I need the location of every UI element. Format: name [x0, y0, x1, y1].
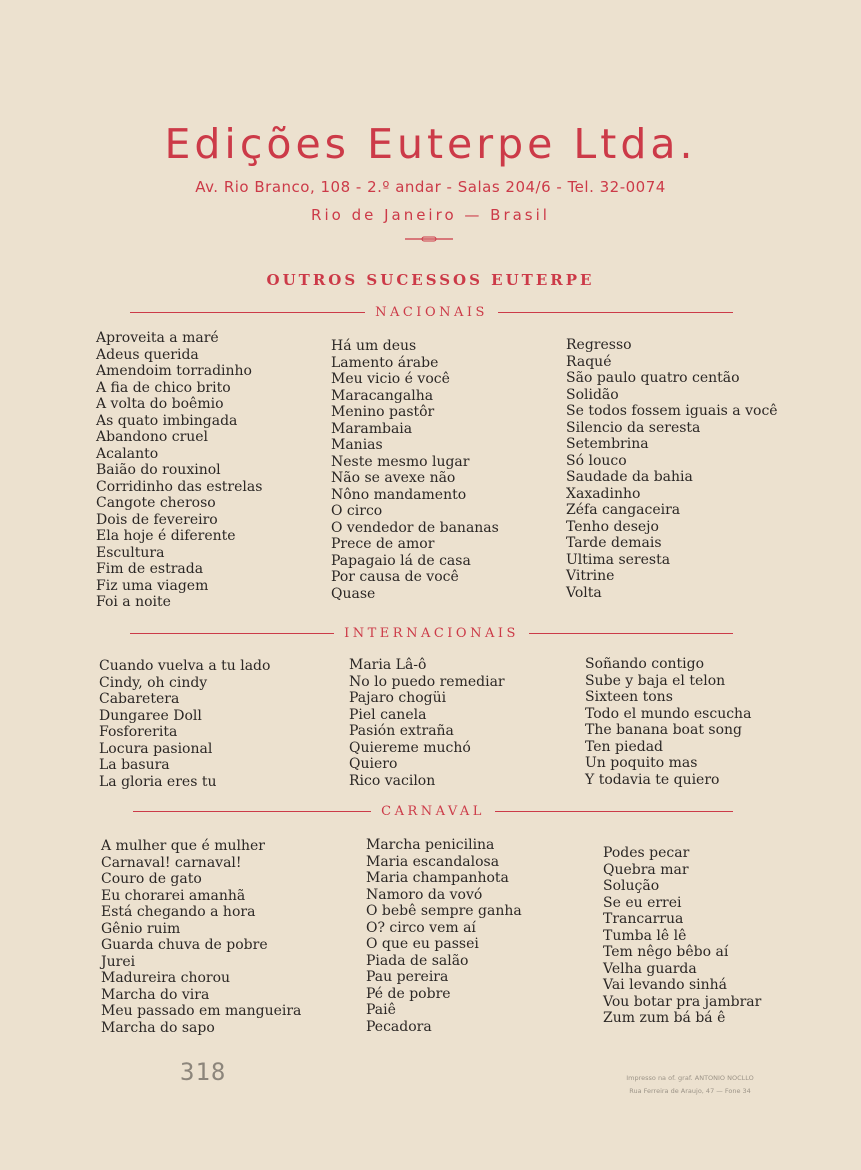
song-title: Todo el mundo escucha — [585, 705, 752, 722]
publisher-address: Av. Rio Branco, 108 - 2.º andar - Salas 204/6 - Tel. 32-0074 — [195, 178, 666, 196]
song-title: Abandono cruel — [96, 429, 209, 445]
song-title: Guarda chuva de pobre — [101, 937, 268, 953]
song-title: Setembrina — [566, 436, 649, 452]
song-title: Marambaia — [331, 420, 413, 437]
song-title: Ultima seresta — [566, 551, 671, 568]
song-list-nacionais-col1 — [96, 330, 262, 611]
song-title: Y todavia te quiero — [585, 771, 720, 788]
section-divider-internacionais — [130, 623, 733, 643]
song-title: Volta — [566, 584, 602, 601]
song-title: Se todos fossem iguais a você — [566, 403, 778, 419]
song-title: Paiê — [366, 1002, 396, 1018]
song-title: Há um deus — [331, 338, 417, 354]
section-label-nacionais: NACIONAIS — [375, 304, 488, 320]
section-label-carnaval: CARNAVAL — [381, 803, 485, 819]
song-title: Papagaio lá de casa — [331, 552, 471, 569]
song-title: Madureira chorou — [101, 970, 231, 986]
song-title: Piel canela — [349, 706, 427, 723]
song-title: Prece de amor — [331, 536, 435, 552]
song-title: Pasión extraña — [349, 723, 454, 739]
page-number: 318 — [180, 1058, 227, 1086]
song-title: Não se avexe não — [331, 470, 456, 486]
song-title: O circo — [331, 503, 383, 519]
song-title: Escultura — [96, 544, 165, 561]
song-title: Eu chorarei amanhã — [101, 887, 246, 904]
divider-rule — [495, 811, 733, 812]
section-divider-nacionais — [130, 302, 733, 322]
song-title: Cabaretera — [99, 691, 180, 707]
song-title: Só louco — [566, 452, 627, 469]
song-title: Velha guarda — [603, 960, 697, 977]
song-title: Quebra mar — [603, 861, 689, 878]
song-title: Marcha do sapo — [101, 1019, 215, 1036]
song-title: Solução — [603, 878, 660, 894]
song-title: Tem nêgo bêbo aí — [603, 944, 729, 960]
song-list-carnaval-col3 — [603, 845, 761, 1027]
song-title: Zum zum bá bá ê — [603, 1010, 726, 1026]
song-title: Meu vicio é você — [331, 371, 450, 387]
song-title: Pau pereira — [366, 969, 449, 985]
song-title: Está chegando a hora — [101, 904, 256, 920]
song-title: Quiereme muchó — [349, 739, 471, 756]
song-title: The banana boat song — [585, 722, 742, 738]
song-title: Quiero — [349, 756, 398, 772]
song-title: Regresso — [566, 337, 632, 353]
song-title: As quato imbingada — [96, 412, 238, 429]
song-title: Sube y baja el telon — [585, 672, 726, 689]
song-list-internacionais-col2 — [349, 657, 505, 789]
song-title: Pecadora — [366, 1018, 432, 1035]
ornament-divider — [405, 236, 453, 242]
printer-imprint-line2: Rua Ferreira de Araujo, 47 — Fone 34 — [629, 1087, 751, 1095]
song-title: La basura — [99, 757, 170, 773]
song-title: Vou botar pra jambrar — [603, 993, 762, 1010]
section-divider-carnaval — [133, 801, 733, 821]
song-title: Menino pastôr — [331, 404, 435, 420]
song-list-nacionais-col3 — [566, 337, 778, 601]
song-title: Baião do rouxinol — [96, 462, 221, 478]
song-list-carnaval-col2 — [366, 837, 522, 1035]
song-title: Maria Lâ-ô — [349, 657, 427, 673]
divider-rule — [133, 811, 371, 812]
song-title: Podes pecar — [603, 845, 690, 861]
song-title: Lamento árabe — [331, 354, 439, 371]
song-title: Maria escandalosa — [366, 853, 500, 870]
song-title: Vitrine — [566, 568, 615, 584]
song-title: Piada de salão — [366, 952, 469, 969]
song-title: Tumba lê lê — [603, 927, 687, 944]
song-title: Zéfa cangaceira — [566, 502, 681, 518]
song-title: A volta do boêmio — [96, 396, 224, 412]
song-title: Silencio da seresta — [566, 419, 701, 436]
song-title: Fosforerita — [99, 724, 178, 740]
song-title: O que eu passei — [366, 936, 479, 952]
song-title: La gloria eres tu — [99, 773, 217, 790]
song-title: Couro de gato — [101, 871, 202, 887]
publisher-city: Rio de Janeiro — Brasil — [311, 206, 550, 224]
song-title: Trancarrua — [603, 911, 684, 927]
song-title: Por causa de você — [331, 569, 459, 585]
song-title: Dungaree Doll — [99, 707, 202, 724]
song-title: Solidão — [566, 386, 619, 403]
song-title: Dois de fevereiro — [96, 511, 218, 528]
song-title: Soñando contigo — [585, 656, 705, 672]
catalog-title: OUTROS SUCESSOS EUTERPE — [266, 271, 595, 289]
song-title: Acalanto — [96, 445, 159, 462]
song-title: Meu passado em mangueira — [101, 1003, 302, 1019]
printer-imprint-line1: Impresso na of. graf. ANTONIO NOCLLO — [626, 1074, 754, 1082]
song-title: Ela hoje é diferente — [96, 528, 236, 544]
song-title: Marcha do vira — [101, 986, 210, 1003]
publisher-name: Edições Euterpe Ltda. — [164, 120, 697, 168]
divider-rule — [498, 312, 733, 313]
song-title: Quase — [331, 585, 376, 602]
song-title: Gênio ruim — [101, 920, 181, 937]
song-title: Raqué — [566, 353, 612, 370]
song-title: São paulo quatro centão — [566, 370, 740, 386]
song-title: Pé de pobre — [366, 985, 451, 1002]
song-title: Cuando vuelva a tu lado — [99, 658, 271, 674]
song-title: O? circo vem aí — [366, 919, 476, 936]
song-title: Xaxadinho — [566, 485, 641, 502]
song-title: O vendedor de bananas — [331, 519, 499, 536]
song-title: Namoro da vovó — [366, 886, 483, 903]
song-list-nacionais-col2 — [331, 338, 499, 602]
song-title: Fiz uma viagem — [96, 577, 209, 594]
song-title: Adeus querida — [96, 346, 199, 363]
song-list-carnaval-col1 — [101, 838, 301, 1036]
song-title: Sixteen tons — [585, 689, 673, 705]
song-title: A mulher que é mulher — [101, 838, 265, 854]
song-title: Rico vacilon — [349, 772, 436, 789]
song-title: Maracangalha — [331, 387, 434, 404]
song-title: Fim de estrada — [96, 561, 204, 577]
song-title: Tenho desejo — [566, 518, 659, 535]
song-title: Carnaval! carnaval! — [101, 854, 242, 871]
song-title: Nôno mandamento — [331, 486, 467, 503]
divider-rule — [130, 312, 365, 313]
song-title: Aproveita a maré — [96, 330, 219, 346]
song-title: Locura pasional — [99, 740, 213, 757]
song-title: Ten piedad — [585, 738, 663, 755]
song-title: Tarde demais — [566, 535, 662, 551]
song-title: Corridinho das estrelas — [96, 478, 263, 495]
song-title: O bebê sempre ganha — [366, 903, 522, 919]
section-label-internacionais: INTERNACIONAIS — [344, 625, 519, 641]
song-title: No lo puedo remediar — [349, 673, 505, 690]
song-title: Jurei — [101, 953, 136, 970]
song-title: Vai levando sinhá — [603, 977, 728, 993]
song-title: A fia de chico brito — [96, 379, 231, 396]
song-list-internacionais-col1 — [99, 658, 270, 790]
song-title: Cangote cheroso — [96, 495, 216, 511]
divider-rule — [529, 633, 733, 634]
song-title: Maria champanhota — [366, 870, 509, 886]
song-list-internacionais-col3 — [585, 656, 751, 788]
divider-rule — [130, 633, 334, 634]
song-title: Amendoim torradinho — [96, 363, 252, 379]
song-title: Marcha penicilina — [366, 837, 495, 853]
song-title: Un poquito mas — [585, 755, 698, 771]
song-title: Se eu errei — [603, 894, 682, 911]
song-title: Pajaro chogüi — [349, 690, 447, 706]
song-title: Neste mesmo lugar — [331, 453, 470, 470]
song-title: Cindy, oh cindy — [99, 674, 208, 691]
song-title: Foi a noite — [96, 594, 171, 610]
song-title: Manias — [331, 437, 383, 453]
song-title: Saudade da bahia — [566, 469, 693, 485]
